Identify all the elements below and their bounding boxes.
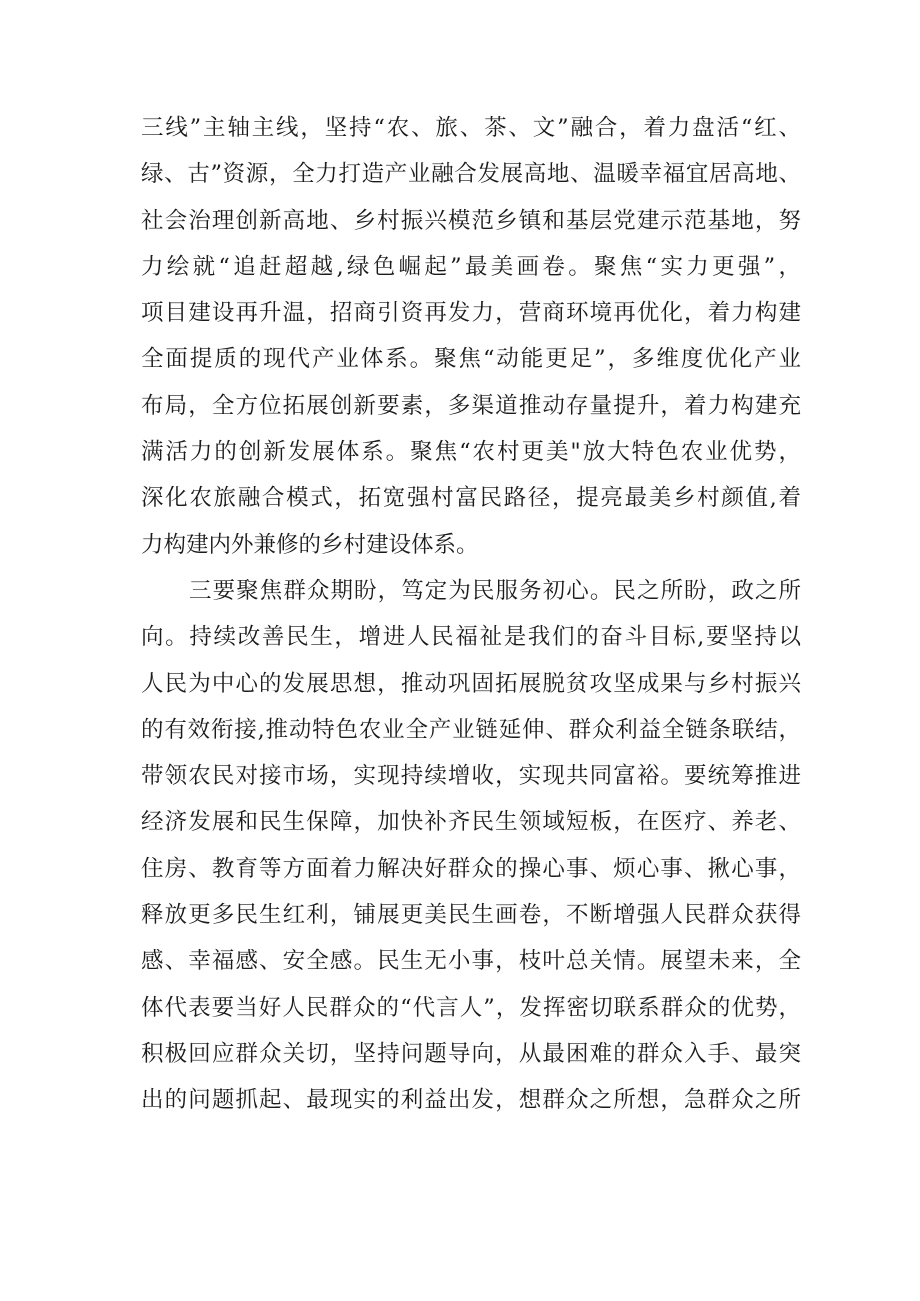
paragraph-1 [141,105,801,568]
text-line: 向。持续改善民生，增进人民福祉是我们的奋斗目标,要坚持以 [141,624,801,651]
text-line: 住房、教育等方面着力解决好群众的操心事、烦心事、揪心事， [141,855,801,882]
text-line: 出的问题抓起、最现实的利益出发，想群众之所想，急群众之所 [141,1087,801,1114]
paragraph-2 [141,568,801,1124]
body-text [141,105,801,1124]
text-line: 三线”主轴主线，坚持“农、旅、茶、文”融合，着力盘活“红、 [141,115,801,141]
text-line: 人民为中心的发展思想，推动巩固拓展脱贫攻坚成果与乡村振兴 [141,670,801,697]
text-line: 经济发展和民生保障，加快补齐民生领域短板，在医疗、养老、 [141,809,801,836]
text-line: 满活力的创新发展体系。聚焦“农村更美"放大特色农业优势， [141,439,801,466]
text-line: 深化农旅融合模式，拓宽强村富民路径，提亮最美乡村颜值,着 [141,485,801,512]
text-line: 力构建内外兼修的乡村建设体系。 [141,531,479,558]
text-line: 释放更多民生红利，铺展更美民生画卷，不断增强人民群众获得 [141,902,801,929]
text-line: 的有效衔接,推动特色农业全产业链延伸、群众利益全链条联结， [141,716,801,743]
text-line: 项目建设再升温，招商引资再发力，营商环境再优化，着力构建 [141,300,801,327]
text-line: 感、幸福感、安全感。民生无小事，枝叶总关情。展望未来，全 [141,948,801,975]
text-line: 布局，全方位拓展创新要素，多渠道推动存量提升，着力构建充 [141,392,801,419]
text-line: 三要聚焦群众期盼，笃定为民服务初心。民之所盼，政之所 [189,577,801,604]
text-line: 全面提质的现代产业体系。聚焦“动能更足”，多维度优化产业 [141,346,801,373]
text-line: 积极回应群众关切，坚持问题导向，从最困难的群众入手、最突 [141,1040,801,1067]
text-line: 力绘就“追赶超越,绿色崛起”最美画卷。聚焦“实力更强”， [141,253,801,280]
text-line: 绿、古”资源，全力打造产业融合发展高地、温暖幸福宜居高地、 [141,161,801,188]
text-line: 社会治理创新高地、乡村振兴模范乡镇和基层党建示范基地，努 [141,207,801,234]
text-line: 带领农民对接市场，实现持续增收，实现共同富裕。要统筹推进 [141,763,801,790]
text-line: 体代表要当好人民群众的“代言人”，发挥密切联系群众的优势， [141,994,801,1021]
